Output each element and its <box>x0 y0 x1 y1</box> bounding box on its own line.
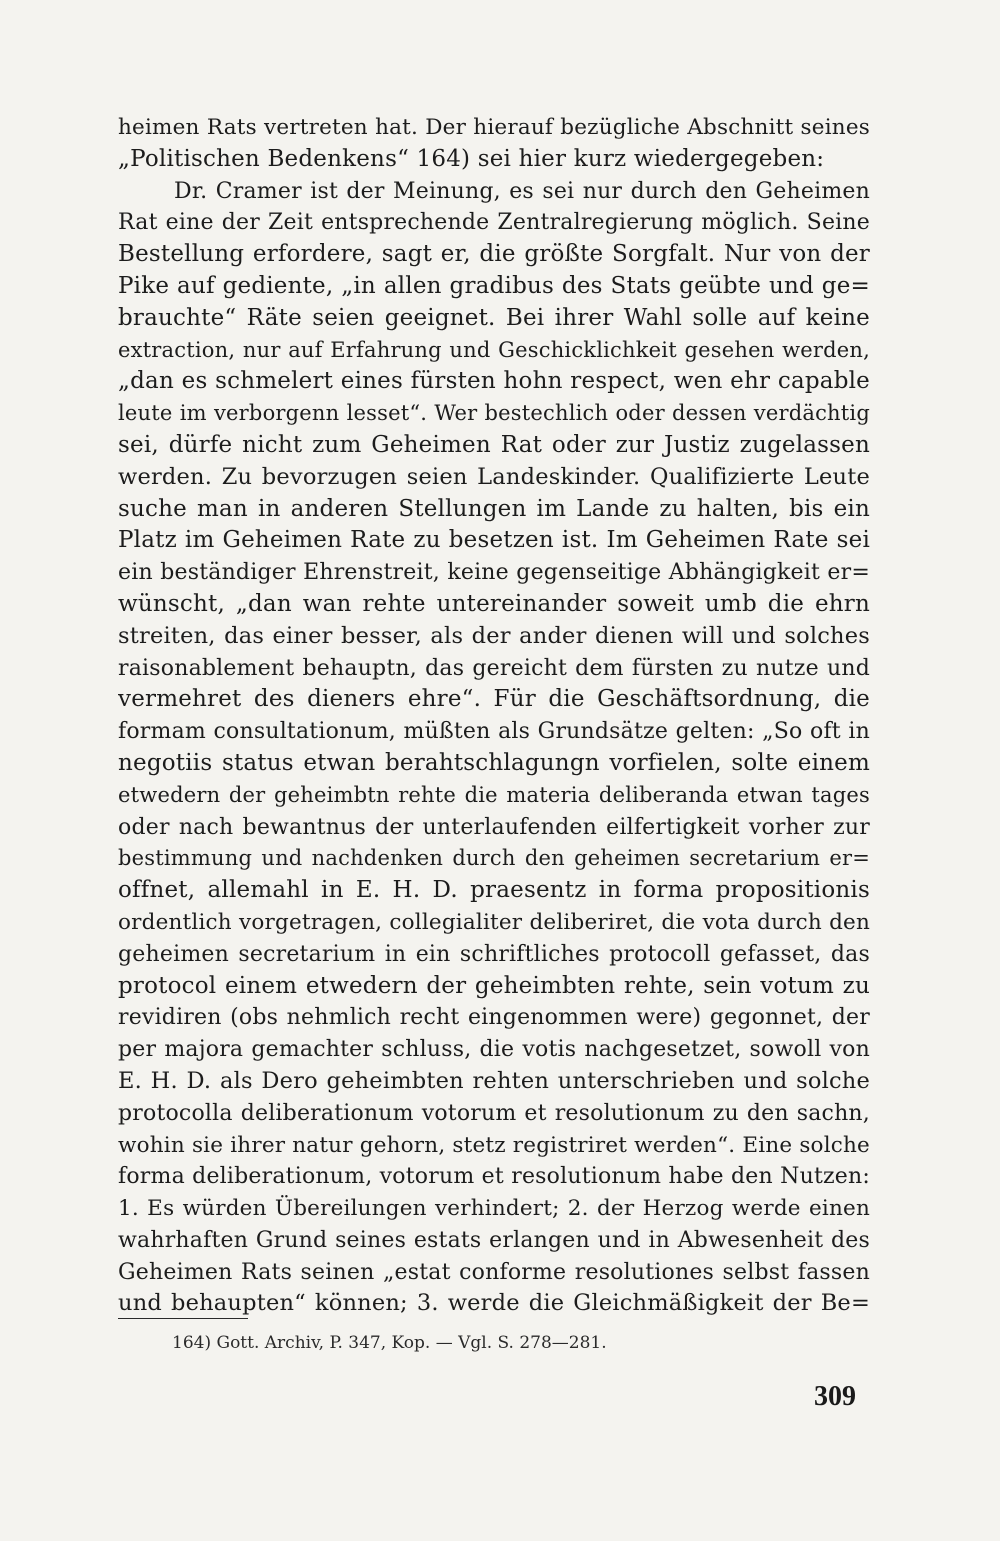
text-line: bestimmung und nachdenken durch den geheimen secretarium er= <box>118 846 870 871</box>
text-line: brauchte“ Räte seien geeignet. Bei ihrer Wahl solle auf keine <box>118 304 870 331</box>
text-line: Rat eine der Zeit entsprechende Zentralregierung möglich. Seine <box>118 210 870 236</box>
text-line: offnet, allemahl in E. H. D. praesentz in forma propositionis <box>118 877 870 904</box>
footnote: 164) Gott. Archiv, P. 347, Kop. — Vgl. S. 278—281. <box>172 1333 607 1353</box>
text-line: wohin sie ihrer natur gehorn, stetz registriret werden“. Eine solche <box>118 1132 870 1158</box>
text-line: wahrhaften Grund seines estats erlangen und in Abwesenheit des <box>118 1227 870 1253</box>
text-line: „Politischen Bedenkens“ 164) sei hier kurz wiedergegeben: <box>118 145 825 172</box>
text-line: negotiis status etwan berahtschlagungn vorfielen, solte einem <box>118 749 870 776</box>
body-text <box>118 112 870 1320</box>
text-line: etwedern der geheimbtn rehte die materia deliberanda etwan tages <box>118 782 870 807</box>
text-line: suche man in anderen Stellungen im Lande zu halten, bis ein <box>118 495 870 522</box>
text-line: revidiren (obs nehmlich recht eingenommen were) gegonnet, der <box>118 1005 870 1031</box>
text-line: streiten, das einer besser, als der ander dienen will und solches <box>118 622 870 649</box>
text-line: 1. Es würden Übereilungen verhindert; 2. der Herzog werde einen <box>118 1196 870 1222</box>
text-line: E. H. D. als Dero geheimbten rehten unterschrieben und solche <box>118 1067 870 1094</box>
text-line: heimen Rats vertreten hat. Der hierauf bezügliche Abschnitt seines <box>118 115 870 140</box>
text-line: raisonablement behauptn, das gereicht dem fürsten zu nutze und <box>118 655 870 681</box>
text-line: forma deliberationum, votorum et resolutionum habe den Nutzen: <box>118 1164 870 1190</box>
text-line: sei, dürfe nicht zum Geheimen Rat oder zur Justiz zugelassen <box>118 431 870 458</box>
text-line: extraction, nur auf Erfahrung und Geschicklichkeit gesehen werden, <box>118 337 870 362</box>
text-line: geheimen secretarium in ein schriftliches protocoll gefasset, das <box>118 941 870 967</box>
text-line: per majora gemachter schluss, die votis nachgesetzet, sowoll von <box>118 1037 870 1063</box>
text-line: protocol einem etwedern der geheimbten rehte, sein votum zu <box>118 972 870 999</box>
text-line: „dan es schmelert eines fürsten hohn respect, wen ehr capable <box>118 368 870 395</box>
text-line: wünscht, „dan wan rehte untereinander soweit umb die ehrn <box>118 590 870 617</box>
text-line: protocolla deliberationum votorum et resolutionum zu den sachn, <box>118 1100 870 1126</box>
text-line: Platz im Geheimen Rate zu besetzen ist. Im Geheimen Rate sei <box>118 527 870 554</box>
page-number: 309 <box>814 1381 856 1412</box>
text-line: Pike auf gediente, „in allen gradibus des Stats geübte und ge= <box>118 272 870 299</box>
text-line: ordentlich vorgetragen, collegialiter deliberiret, die vota durch den <box>118 909 870 935</box>
text-line: oder nach bewantnus der unterlaufenden eilfertigkeit vorher zur <box>118 814 870 840</box>
text-line: werden. Zu bevorzugen seien Landeskinder. Qualifizierte Leute <box>118 463 870 490</box>
text-line: Bestellung erfordere, sagt er, die größte Sorgfalt. Nur von der <box>118 241 870 268</box>
text-line: vermehret des dieners ehre“. Für die Geschäftsordnung, die <box>118 686 870 713</box>
text-line: Dr. Cramer ist der Meinung, es sei nur durch den Geheimen <box>174 178 870 204</box>
text-line: Geheimen Rats seinen „estat conforme resolutiones selbst fassen <box>118 1259 870 1285</box>
text-line: und behaupten“ können; 3. werde die Gleichmäßigkeit der Be= <box>118 1290 870 1317</box>
text-line: formam consultationum, müßten als Grundsätze gelten: „So oft in <box>118 719 870 745</box>
text-line: ein beständiger Ehrenstreit, keine gegenseitige Abhängigkeit er= <box>118 560 870 586</box>
footnote-rule <box>118 1318 248 1319</box>
text-line: leute im verborgenn lesset“. Wer bestechlich oder dessen verdächtig <box>118 401 870 426</box>
